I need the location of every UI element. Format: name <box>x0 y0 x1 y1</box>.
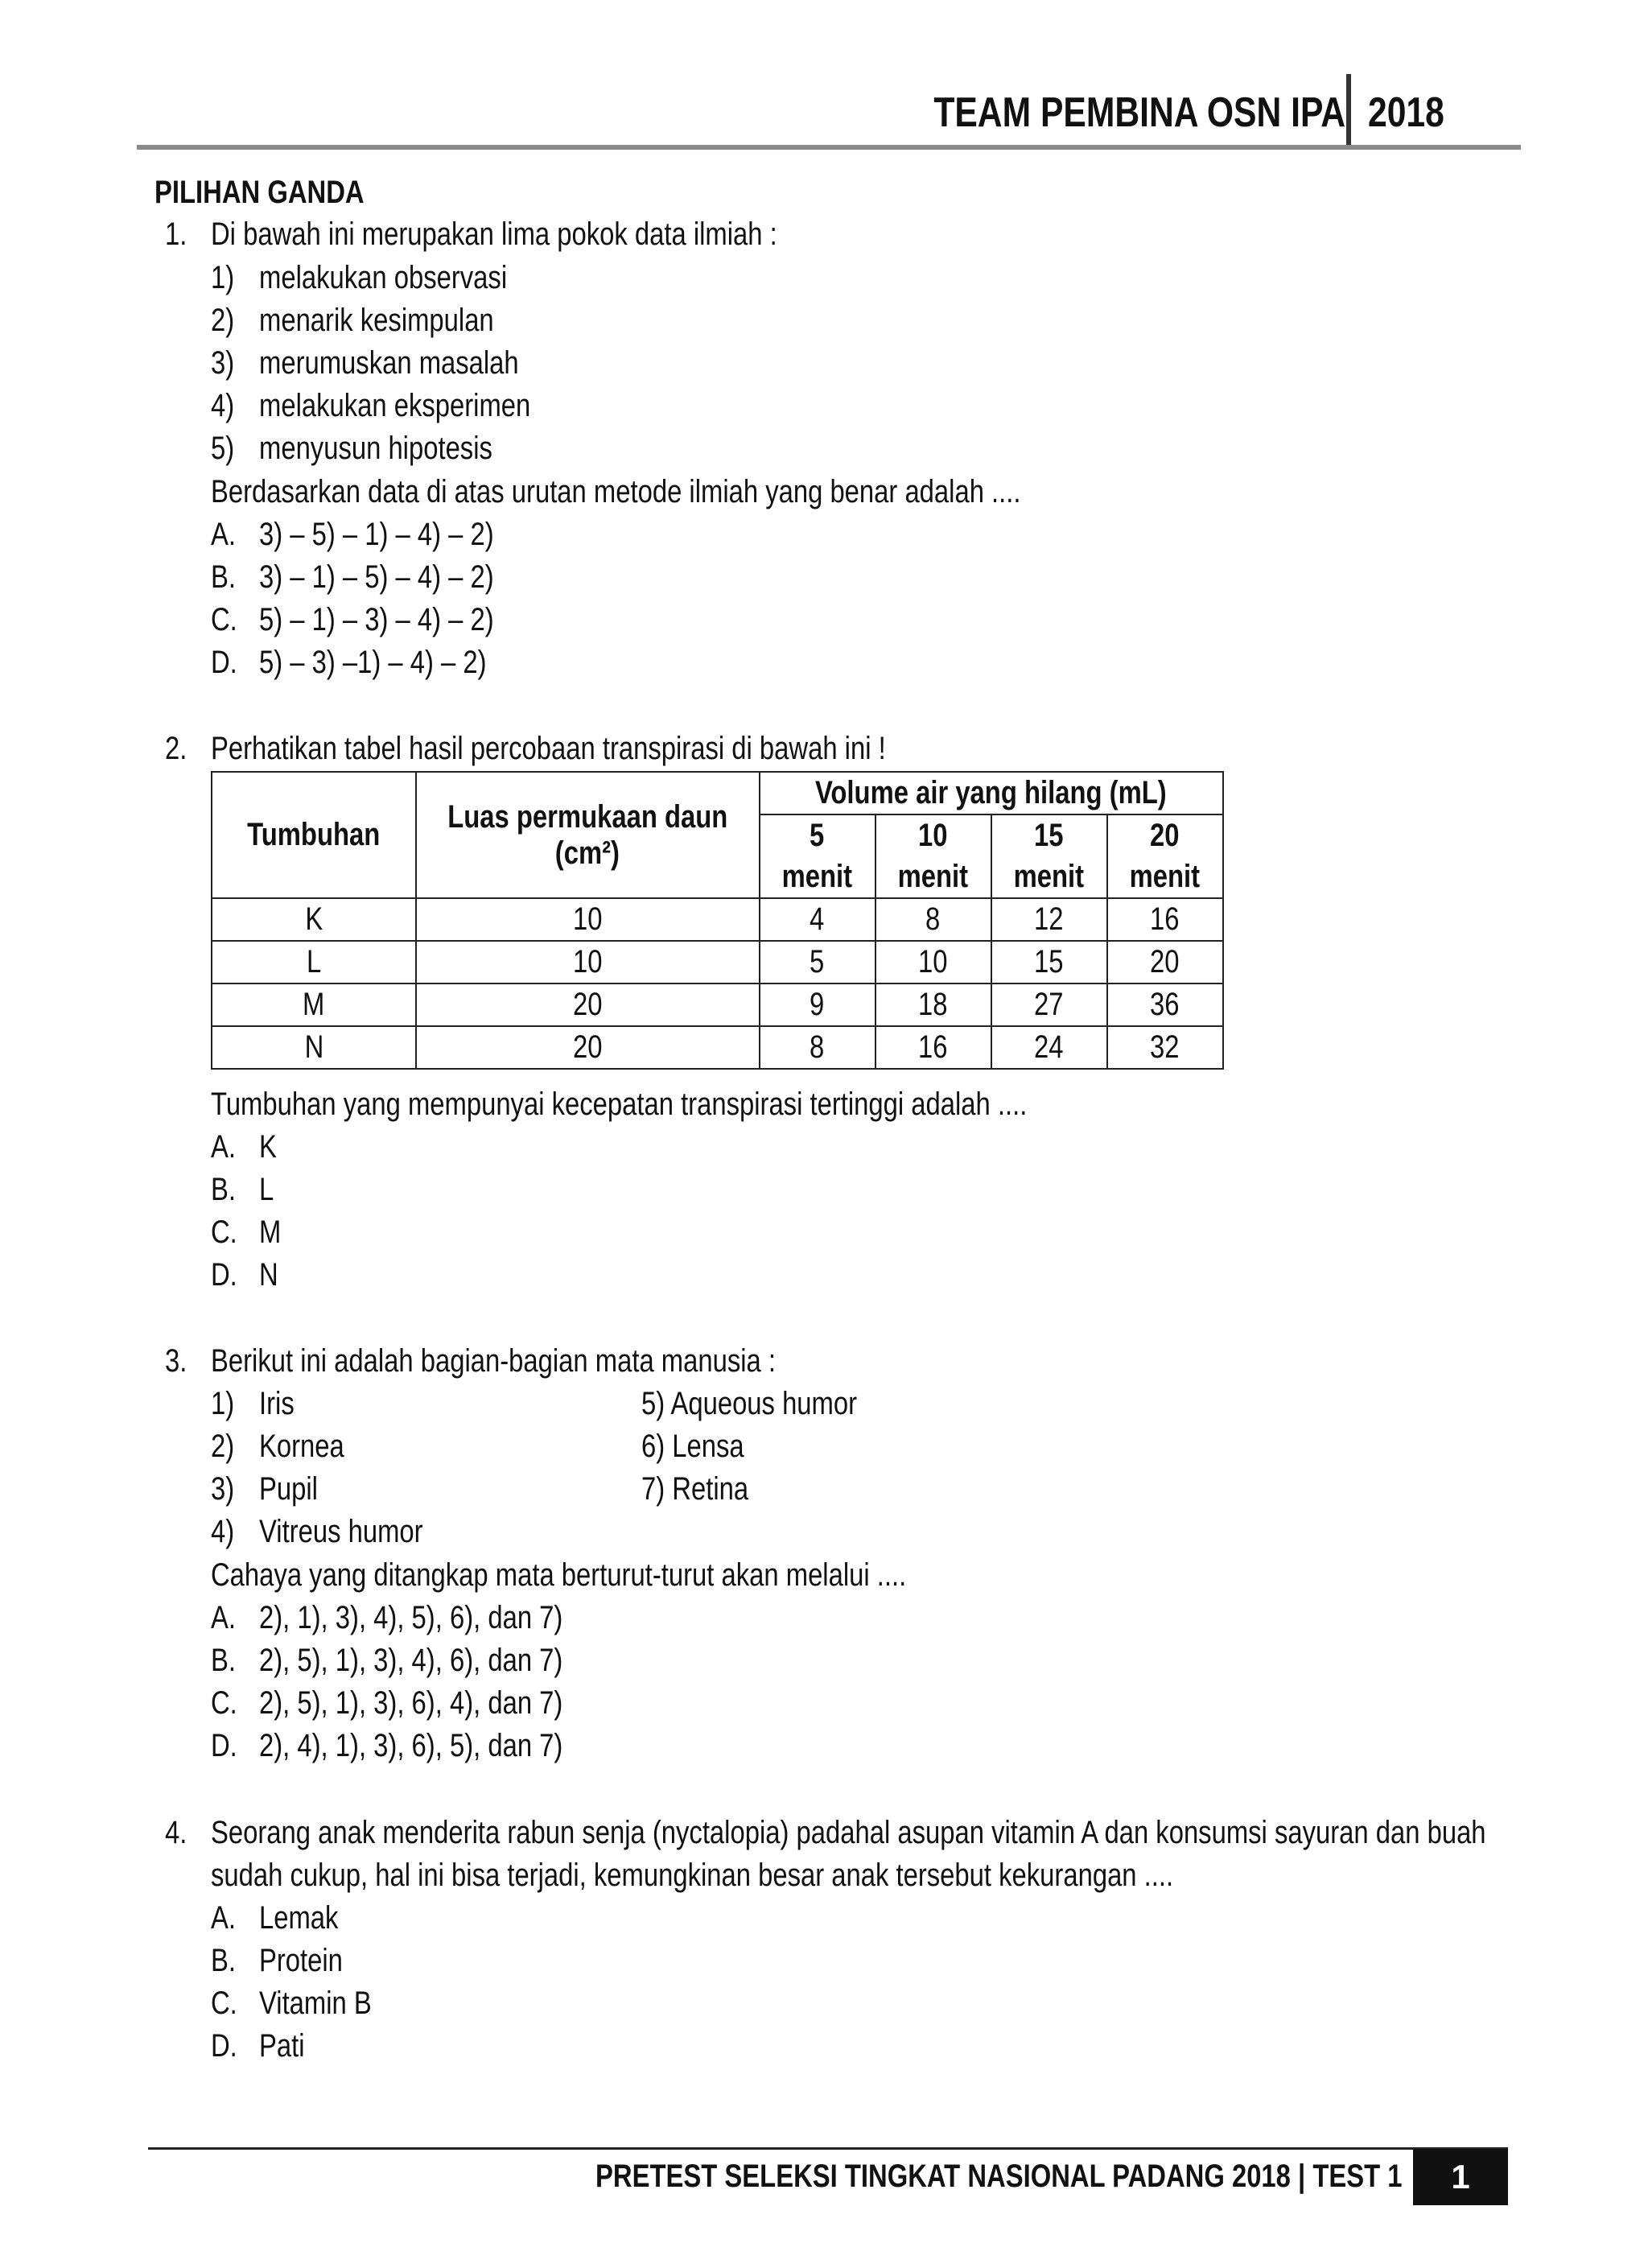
header-separator <box>1346 74 1351 148</box>
header-time-unit: menit <box>1107 856 1223 898</box>
transpiration-table <box>211 771 1224 1070</box>
table-cell: 8 <box>876 898 991 941</box>
table-cell: L <box>212 941 416 983</box>
header-time: 20 <box>1107 814 1223 856</box>
header-time: 15 <box>991 814 1107 856</box>
option-letter: C. <box>211 602 237 637</box>
list-item: merumuskan masalah <box>259 345 519 381</box>
table-cell: M <box>212 983 416 1026</box>
table-cell: 24 <box>991 1026 1107 1069</box>
option-a: Lemak <box>259 1900 339 1936</box>
table-cell: 8 <box>760 1026 876 1069</box>
table-cell: 12 <box>991 898 1107 941</box>
list-item-number: 2) <box>211 303 235 338</box>
option-d: 5) – 3) –1) – 4) – 2) <box>259 645 487 680</box>
option-letter: B. <box>211 1172 236 1207</box>
list-item: melakukan observasi <box>259 260 508 295</box>
option-letter: D. <box>211 645 237 680</box>
option-letter: C. <box>211 1685 237 1721</box>
question-stem: Seorang anak menderita rabun senja (nyctalopia) padahal asupan vitamin A dan konsumsi sayuran dan buah <box>211 1815 1486 1850</box>
option-c: 5) – 1) – 3) – 4) – 2) <box>259 602 494 637</box>
option-letter: C. <box>211 1214 237 1250</box>
option-letter: C. <box>211 1986 237 2021</box>
table-cell: 10 <box>416 941 760 983</box>
question-prompt: Cahaya yang ditangkap mata berturut-turut akan melalui .... <box>211 1557 907 1593</box>
option-b: 2), 5), 1), 3), 4), 6), dan 7) <box>259 1643 563 1678</box>
list-item: 5) Aqueous humor <box>641 1386 858 1421</box>
header-time-unit: menit <box>760 856 876 898</box>
option-b: 3) – 1) – 5) – 4) – 2) <box>259 559 494 595</box>
option-a: 3) – 5) – 1) – 4) – 2) <box>259 517 494 552</box>
footer-rule <box>148 2147 1508 2150</box>
list-item: Vitreus humor <box>259 1514 423 1549</box>
table-row <box>212 941 1223 983</box>
question-stem: Perhatikan tabel hasil percobaan transpirasi di bawah ini ! <box>211 731 886 766</box>
table-cell: 27 <box>991 983 1107 1026</box>
option-letter: D. <box>211 2028 237 2064</box>
header-leaf-area: Luas permukaan daun (cm²) <box>416 772 760 898</box>
option-letter: D. <box>211 1728 237 1763</box>
list-item-number: 5) <box>211 431 235 466</box>
header-volume-lost: Volume air yang hilang (mL) <box>760 772 1223 814</box>
list-item-number: 3) <box>211 345 235 381</box>
option-d: N <box>259 1257 278 1293</box>
question-number: 2. <box>165 731 187 766</box>
option-d: 2), 4), 1), 3), 6), 5), dan 7) <box>259 1728 563 1763</box>
list-item: menarik kesimpulan <box>259 303 494 338</box>
table-cell: 16 <box>876 1026 991 1069</box>
question-stem-continued: sudah cukup, hal ini bisa terjadi, kemungkinan besar anak tersebut kekurangan .... <box>211 1858 1174 1893</box>
option-c: M <box>259 1214 282 1250</box>
header-rule <box>137 145 1521 150</box>
list-item: Iris <box>259 1386 295 1421</box>
header-year: 2018 <box>1368 89 1444 136</box>
table-cell: 4 <box>760 898 876 941</box>
list-item-number: 2) <box>211 1429 235 1464</box>
list-item-number: 4) <box>211 388 235 423</box>
option-letter: D. <box>211 1257 237 1293</box>
table-cell: 36 <box>1107 983 1223 1026</box>
option-letter: B. <box>211 559 236 595</box>
question-prompt: Tumbuhan yang mempunyai kecepatan transpirasi tertinggi adalah .... <box>211 1087 1028 1122</box>
option-c: Vitamin B <box>259 1986 372 2021</box>
section-title: PILIHAN GANDA <box>154 175 365 210</box>
list-item-number: 1) <box>211 1386 235 1421</box>
table-cell: 20 <box>416 983 760 1026</box>
option-a: K <box>259 1129 277 1165</box>
list-item: melakukan eksperimen <box>259 388 531 423</box>
header-time: 10 <box>876 814 991 856</box>
table-row <box>212 1026 1223 1069</box>
header-title: TEAM PEMBINA OSN IPA <box>933 89 1345 136</box>
table-row <box>212 898 1223 941</box>
list-item-number: 3) <box>211 1471 235 1507</box>
list-item: Pupil <box>259 1471 318 1507</box>
option-d: Pati <box>259 2028 305 2064</box>
option-letter: A. <box>211 517 236 552</box>
option-letter: B. <box>211 1943 236 1978</box>
table-row <box>212 983 1223 1026</box>
option-c: 2), 5), 1), 3), 6), 4), dan 7) <box>259 1685 563 1721</box>
table-cell: 20 <box>1107 941 1223 983</box>
table-cell: 20 <box>416 1026 760 1069</box>
question-number: 1. <box>165 216 187 252</box>
list-item: menyusun hipotesis <box>259 431 492 466</box>
option-letter: B. <box>211 1643 236 1678</box>
page-number: 1 <box>1413 2149 1508 2205</box>
option-letter: A. <box>211 1600 236 1635</box>
option-letter: A. <box>211 1129 236 1165</box>
table-cell: 10 <box>876 941 991 983</box>
question-number: 4. <box>165 1815 187 1850</box>
table-cell: 18 <box>876 983 991 1026</box>
table-cell: 9 <box>760 983 876 1026</box>
question-prompt: Berdasarkan data di atas urutan metode ilmiah yang benar adalah .... <box>211 474 1021 509</box>
list-item: 7) Retina <box>641 1471 749 1507</box>
list-item-number: 1) <box>211 260 235 295</box>
table-cell: 5 <box>760 941 876 983</box>
option-b: Protein <box>259 1943 343 1978</box>
question-stem: Berikut ini adalah bagian-bagian mata manusia : <box>211 1343 776 1379</box>
header-time: 5 <box>760 814 876 856</box>
list-item-number: 4) <box>211 1514 235 1549</box>
option-letter: A. <box>211 1900 236 1936</box>
table-cell: 15 <box>991 941 1107 983</box>
table-cell: N <box>212 1026 416 1069</box>
header-plant: Tumbuhan <box>212 772 416 898</box>
option-a: 2), 1), 3), 4), 5), 6), dan 7) <box>259 1600 563 1635</box>
question-stem: Di bawah ini merupakan lima pokok data ilmiah : <box>211 216 777 252</box>
header-time-unit: menit <box>876 856 991 898</box>
question-number: 3. <box>165 1343 187 1379</box>
list-item: Kornea <box>259 1429 344 1464</box>
table-cell: 10 <box>416 898 760 941</box>
header-time-unit: menit <box>991 856 1107 898</box>
option-b: L <box>259 1172 274 1207</box>
list-item: 6) Lensa <box>641 1429 744 1464</box>
table-cell: K <box>212 898 416 941</box>
table-cell: 32 <box>1107 1026 1223 1069</box>
footer-text: PRETEST SELEKSI TINGKAT NASIONAL PADANG 2018 | TEST 1 <box>595 2159 1402 2194</box>
table-cell: 16 <box>1107 898 1223 941</box>
